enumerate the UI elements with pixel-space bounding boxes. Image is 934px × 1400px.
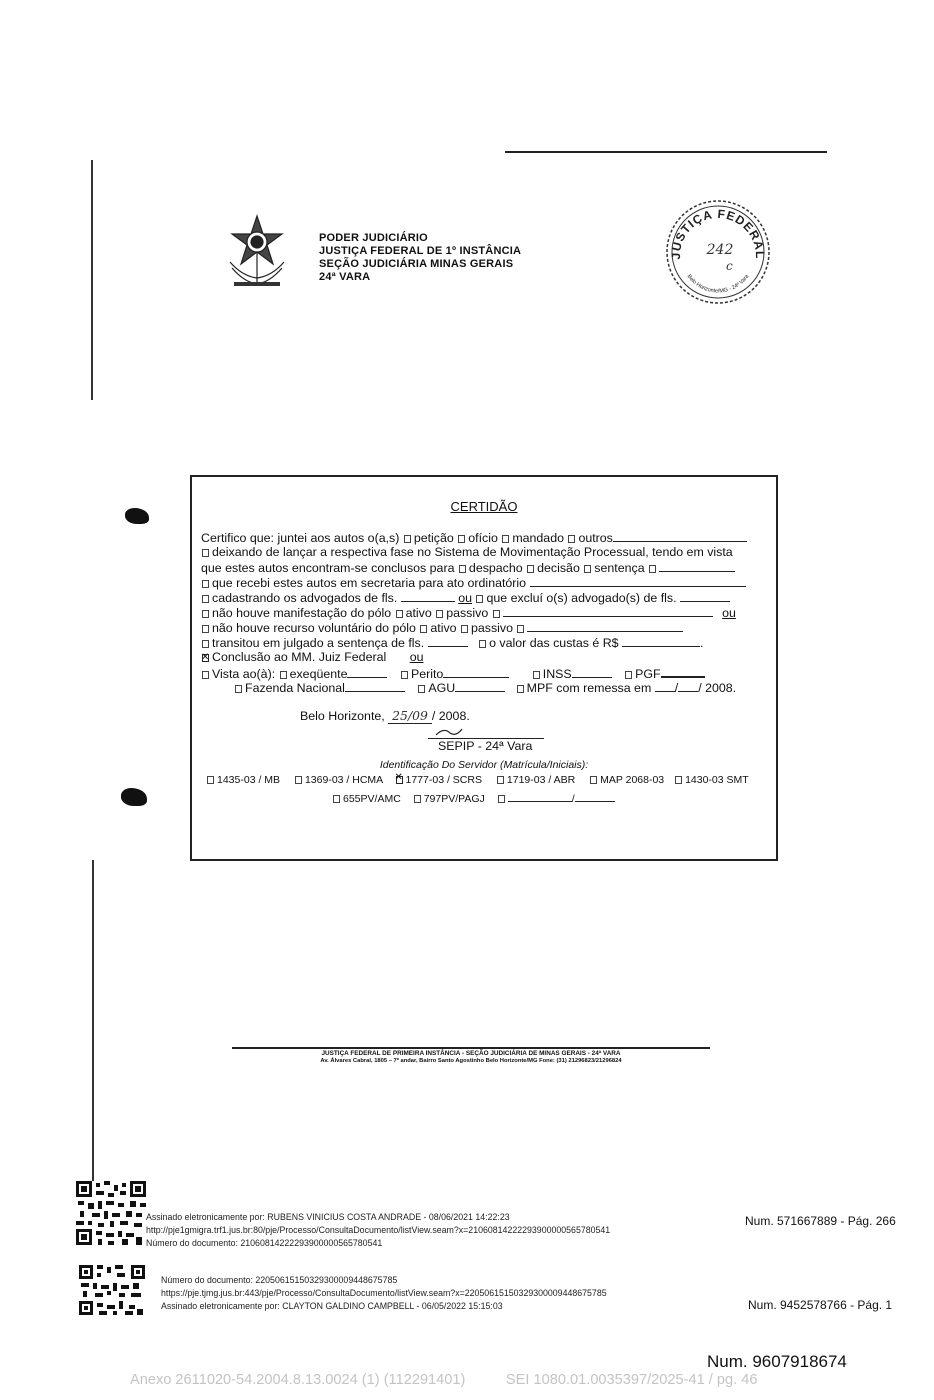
blank-server[interactable]: [508, 790, 572, 802]
cert-text: cadastrando os advogados de fls.: [212, 591, 398, 605]
stamp-handwritten-number: 242: [706, 242, 734, 258]
cert-text: .: [700, 636, 704, 650]
label-passivo: passivo: [471, 621, 514, 635]
blank-other[interactable]: [659, 560, 735, 572]
cert-line-6: [201, 605, 736, 621]
checkbox-other[interactable]: [517, 625, 524, 633]
label-inss: INSS: [542, 667, 572, 681]
document-number-1: Número do documento: 21060814222293900000565780541: [146, 1238, 383, 1248]
header-line-2: JUSTIÇA FEDERAL DE 1º INSTÂNCIA: [319, 245, 522, 257]
blank-manifestacao[interactable]: [503, 605, 713, 617]
label-ativo: ativo: [430, 621, 457, 635]
blank-day[interactable]: [655, 680, 675, 692]
label-peticao: petição: [413, 531, 454, 545]
header-line-3: SEÇÃO JUDICIÁRIA MINAS GERAIS: [319, 258, 514, 270]
handwritten-date: 25/09: [388, 708, 432, 724]
server-id: 655PV/AMC: [343, 793, 401, 805]
label-mpf: MPF com remessa em: [526, 681, 652, 695]
label-decisao: decisão: [537, 561, 580, 575]
cert-text: que recebi estes autos em secretaria para ato ordinatório: [212, 576, 527, 590]
svg-text:c: c: [726, 259, 733, 273]
certidao-title: CERTIDÃO: [450, 499, 518, 514]
checkbox-passivo[interactable]: [461, 625, 468, 633]
server-id: 797PV/PAGJ: [423, 793, 485, 805]
checkbox-ativo[interactable]: [396, 610, 403, 618]
server-id: 1369-03 / HCMA: [304, 774, 383, 786]
coat-of-arms-emblem: [222, 212, 292, 292]
checkbox-ativo[interactable]: [420, 625, 427, 633]
justica-federal-stamp: [664, 198, 772, 306]
certidao-box: [190, 475, 778, 861]
server-id: MAP 2068-03: [600, 774, 665, 786]
cert-text: que estes autos encontram-se conclusos para: [201, 561, 455, 575]
server-id: 1435-03 / MB: [217, 774, 281, 786]
cert-line-5: [201, 590, 730, 606]
cert-line-3: [201, 560, 735, 576]
blank-outros[interactable]: [613, 530, 747, 542]
label-vista: Vista ao(à):: [212, 667, 276, 681]
server-id: 1719-03 / ABR: [506, 774, 576, 786]
stamp-bottom-text: Belo Horizonte/MG - 24ª Vara: [685, 273, 751, 295]
header-line-4: 24ª VARA: [319, 271, 371, 283]
checkbox-mpf[interactable]: [517, 685, 524, 693]
blank-agu[interactable]: [455, 680, 505, 692]
checkbox-agu[interactable]: [418, 685, 425, 693]
label-mandado: mandado: [512, 531, 564, 545]
cert-line-11: Fazenda Nacional AGU MPF com remessa em / / 2008.: [234, 680, 736, 696]
blank-inss[interactable]: [572, 666, 612, 678]
blank-recurso[interactable]: [527, 620, 683, 632]
footer-line-2: Av. Álvares Cabral, 1805 – 7º andar, Bairro Santo Agostinho Belo Horizonte/MG Fone: (31) 21296823/21296824: [320, 1058, 622, 1064]
checkbox-despacho[interactable]: [459, 565, 466, 573]
cert-text: / 2008.: [698, 681, 737, 695]
checkbox-mandado[interactable]: [502, 535, 509, 543]
checkbox-server[interactable]: [675, 776, 682, 784]
cert-text: não houve manifestação do pólo: [212, 606, 392, 620]
signature-block-2: [161, 1274, 607, 1313]
checkbox-peticao[interactable]: [404, 535, 411, 543]
label-oficio: ofício: [468, 531, 498, 545]
stamp-top-text: JUSTIÇA FEDERAL: [668, 206, 768, 260]
blank-ato[interactable]: [530, 575, 746, 587]
cert-text: deixando de lançar a respectiva fase no Sistema de Movimentação Processual, tendo em vista: [212, 545, 733, 559]
initials-signature: [430, 725, 470, 739]
server-id: 1777-03 / SCRS: [405, 774, 482, 786]
label-fazenda: Fazenda Nacional: [245, 681, 345, 695]
signature-block-1: [146, 1211, 610, 1250]
checkbox-excluí[interactable]: [476, 595, 483, 603]
checkbox-server[interactable]: [414, 795, 421, 803]
signed-by-2: Assinado eletronicamente por: CLAYTON GALDINO CAMPBELL - 06/05/2022 15:15:03: [161, 1301, 503, 1311]
server-id: 1430-03 SMT: [685, 774, 749, 786]
checkbox-decisao[interactable]: [527, 565, 534, 573]
label-agu: AGU: [428, 681, 456, 695]
checkbox-server[interactable]: [295, 776, 302, 784]
document-url-1: http://pje1gmigra.trf1.jus.br:80/pje/Processo/ConsultaDocumento/listView.seam?x=21060814222293900000565780541: [146, 1225, 611, 1235]
servers-row-2: [332, 790, 615, 805]
checkbox-deixando[interactable]: [202, 549, 209, 557]
text-ou: ou: [409, 650, 424, 664]
ident-title: Identificação Do Servidor (Matrícula/Iniciais):: [379, 759, 589, 771]
checkbox-custas[interactable]: [479, 640, 486, 648]
sector-label: SEPIP - 24ª Vara: [438, 739, 533, 753]
cert-line-4: [201, 575, 746, 591]
checkbox-nao-recurso[interactable]: [202, 625, 209, 633]
top-rule: [505, 151, 827, 153]
signed-by-1: Assinado eletronicamente por: RUBENS VINICIUS COSTA ANDRADE - 08/06/2021 14:22:23: [146, 1212, 510, 1222]
blank-fls-2[interactable]: [680, 590, 730, 602]
place-year: / 2008.: [431, 709, 470, 723]
blank-pgf[interactable]: [661, 665, 705, 678]
place-date-line: [300, 708, 470, 724]
checkbox-server[interactable]: [333, 795, 340, 803]
text-ou: ou: [458, 591, 473, 605]
checkbox-outros[interactable]: [568, 535, 575, 543]
checkbox-perito[interactable]: [401, 671, 408, 679]
checkbox-fazenda[interactable]: [235, 685, 242, 693]
label-pgf: PGF: [635, 667, 661, 681]
checkbox-sentenca[interactable]: [584, 565, 591, 573]
checkbox-vista[interactable]: [202, 671, 209, 679]
checkbox-server[interactable]: [497, 776, 504, 784]
num-page-2: Num. 9452578766 - Pág. 1: [748, 1298, 893, 1312]
label-exequente: exeqüente: [289, 667, 348, 681]
blank-fazenda[interactable]: [345, 680, 405, 692]
footer-line-1: JUSTIÇA FEDERAL DE PRIMEIRA INSTÂNCIA - SEÇÃO JUDICIÁRIA DE MINAS GERAIS - 24ª VARA: [321, 1050, 621, 1057]
checkbox-server-checked[interactable]: [396, 776, 403, 784]
blank-month[interactable]: [678, 680, 698, 692]
checkbox-other[interactable]: [649, 565, 656, 573]
cert-text: o valor das custas é R$: [489, 636, 619, 650]
num-page-1: Num. 571667889 - Pág. 266: [745, 1214, 896, 1228]
checkbox-other[interactable]: [493, 610, 500, 618]
cert-text: transitou em julgado a sentença de fls.: [212, 636, 425, 650]
checkbox-server[interactable]: [498, 795, 505, 803]
checkbox-transitou[interactable]: [202, 640, 209, 648]
blank-custas[interactable]: [622, 635, 700, 647]
cert-line-7: [201, 620, 683, 636]
checkbox-exequente[interactable]: [280, 671, 287, 679]
qr-code-1: [76, 1181, 146, 1245]
checkbox-passivo[interactable]: [436, 610, 443, 618]
cert-line-2: [201, 545, 733, 560]
checkbox-oficio[interactable]: [458, 535, 465, 543]
blank-initials[interactable]: [575, 790, 615, 802]
label-despacho: despacho: [468, 561, 523, 575]
servers-row-1: [206, 774, 749, 786]
checkbox-recebi[interactable]: [202, 580, 209, 588]
scan-blot-2: [121, 788, 147, 806]
label-sentenca: sentença: [594, 561, 645, 575]
checkbox-cadastrando[interactable]: [202, 595, 209, 603]
server-separator: /: [571, 793, 575, 805]
footer-rule: [232, 1047, 710, 1049]
scan-blot-1: [125, 508, 149, 524]
blank-fls-3[interactable]: [428, 635, 468, 647]
blank-exequente[interactable]: [347, 666, 387, 678]
label-conclusao: Conclusão ao MM. Juiz Federal: [212, 650, 387, 664]
label-passivo: passivo: [446, 606, 489, 620]
label-ativo: ativo: [405, 606, 432, 620]
sei-watermark: Anexo 2611020-54.2004.8.13.0024 (1) (112291401) SEI 1080.01.0035397/2025-41 / pg. 46: [130, 1372, 758, 1388]
checkbox-inss[interactable]: [533, 671, 540, 679]
document-number-2: Número do documento: 22050615150329300009448675785: [161, 1275, 398, 1285]
checkbox-pgf[interactable]: [625, 671, 632, 679]
cert-line-8: [201, 635, 703, 651]
label-outros: outros: [578, 531, 613, 545]
text-ou: ou: [722, 606, 736, 620]
qr-code-2: [79, 1265, 145, 1315]
blank-fls-1[interactable]: [401, 590, 455, 602]
scan-edge-line-top: [91, 160, 93, 400]
label-perito: Perito: [410, 667, 444, 681]
cert-text: não houve recurso voluntário do pólo: [212, 621, 416, 635]
cert-line-1: [201, 530, 747, 546]
place-city: Belo Horizonte,: [300, 709, 385, 723]
checkbox-conclusao[interactable]: [202, 654, 209, 662]
checkbox-nao-manifestacao[interactable]: [202, 610, 209, 618]
header-line-1: PODER JUDICIÁRIO: [319, 232, 428, 244]
document-url-2: https://pje.tjmg.jus.br:443/pje/Processo/ConsultaDocumento/listView.seam?x=22050615150329300009448675785: [161, 1288, 607, 1298]
cert-line-9: [201, 650, 423, 665]
cert-text: que excluí o(s) advogado(s) de fls.: [486, 591, 677, 605]
cert-text: Certifico que: juntei aos autos o(a,s): [201, 531, 400, 545]
bottom-document-number: Num. 9607918674: [707, 1352, 847, 1371]
checkbox-server[interactable]: [207, 776, 214, 784]
checkbox-server[interactable]: [590, 776, 597, 784]
blank-perito[interactable]: [443, 666, 509, 678]
court-header: [319, 232, 521, 284]
